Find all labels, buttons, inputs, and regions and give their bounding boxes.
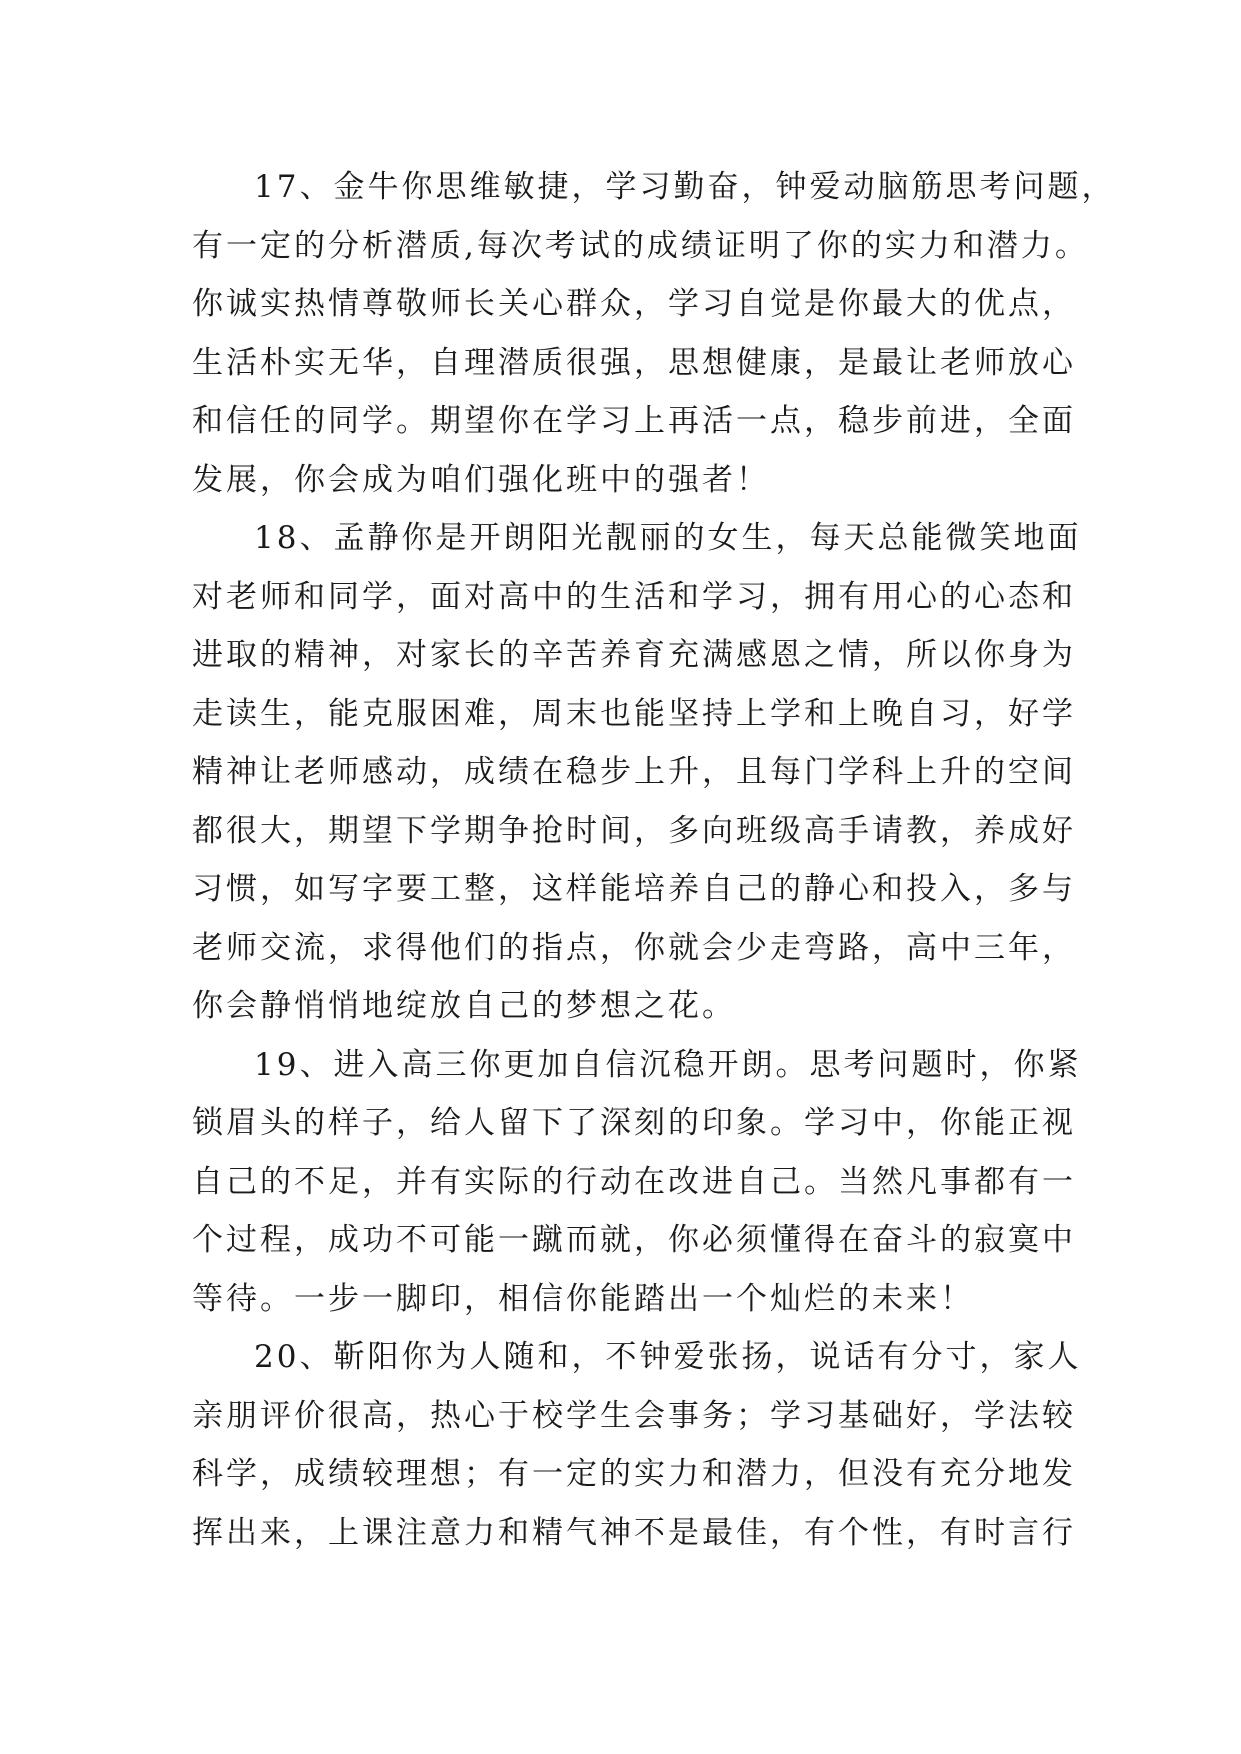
paragraph-19	[192, 1036, 1092, 1329]
text-line: 等待。一步一脚印，相信你能踏出一个灿烂的未来！	[192, 1280, 974, 1317]
text-line: 老师交流，求得他们的指点，你就会少走弯路，高中三年，	[192, 929, 1076, 966]
document-body	[192, 158, 1116, 1562]
text-line: 20、靳阳你为人随和，不钟爱张扬，说话有分寸，家人	[254, 1339, 1082, 1375]
text-line: 17、金牛你思维敏捷，学习勤奋，钟爱动脑筋思考问题，	[254, 169, 1116, 205]
text-line: 对老师和同学，面对高中的生活和学习，拥有用心的心态和	[192, 578, 1076, 615]
text-line: 都很大，期望下学期争抢时间，多向班级高手请教，养成好	[192, 812, 1076, 849]
text-line: 有一定的分析潜质,每次考试的成绩证明了你的实力和潜力。	[192, 227, 1089, 264]
text-line: 自己的不足，并有实际的行动在改进自己。当然凡事都有一	[192, 1163, 1076, 1200]
text-line: 科学，成绩较理想；有一定的实力和潜力，但没有充分地发	[192, 1456, 1076, 1492]
text-line: 发展，你会成为咱们强化班中的强者！	[192, 461, 770, 498]
text-line: 你会静悄悄地绽放自己的梦想之花。	[192, 988, 736, 1024]
text-line: 18、孟静你是开朗阳光靓丽的女生，每天总能微笑地面	[254, 520, 1082, 556]
paragraph-18	[192, 509, 1092, 1036]
text-line: 进取的精神，对家长的辛苦养育充满感恩之情，所以你身为	[192, 637, 1076, 673]
paragraph-17	[192, 158, 1116, 509]
paragraph-20	[192, 1328, 1092, 1562]
text-line: 亲朋评价很高，热心于校学生会事务；学习基础好，学法较	[192, 1397, 1076, 1434]
text-line: 挥出来，上课注意力和精气神不是最佳，有个性，有时言行	[192, 1514, 1076, 1551]
text-line: 锁眉头的样子，给人留下了深刻的印象。学习中，你能正视	[192, 1105, 1076, 1141]
text-line: 精神让老师感动，成绩在稳步上升，且每门学科上升的空间	[192, 754, 1076, 790]
text-line: 习惯，如写字要工整，这样能培养自己的静心和投入，多与	[192, 871, 1076, 907]
text-line: 生活朴实无华，自理潜质很强，思想健康，是最让老师放心	[192, 344, 1076, 381]
text-line: 19、进入高三你更加自信沉稳开朗。思考问题时，你紧	[254, 1046, 1082, 1083]
text-line: 走读生，能克服困难，周末也能坚持上学和上晚自习，好学	[192, 695, 1076, 732]
text-line: 和信任的同学。期望你在学习上再活一点，稳步前进，全面	[192, 403, 1076, 439]
text-line: 你诚实热情尊敬师长关心群众，学习自觉是你最大的优点，	[192, 286, 1076, 322]
text-line: 个过程，成功不可能一蹴而就，你必须懂得在奋斗的寂寞中	[192, 1222, 1076, 1258]
